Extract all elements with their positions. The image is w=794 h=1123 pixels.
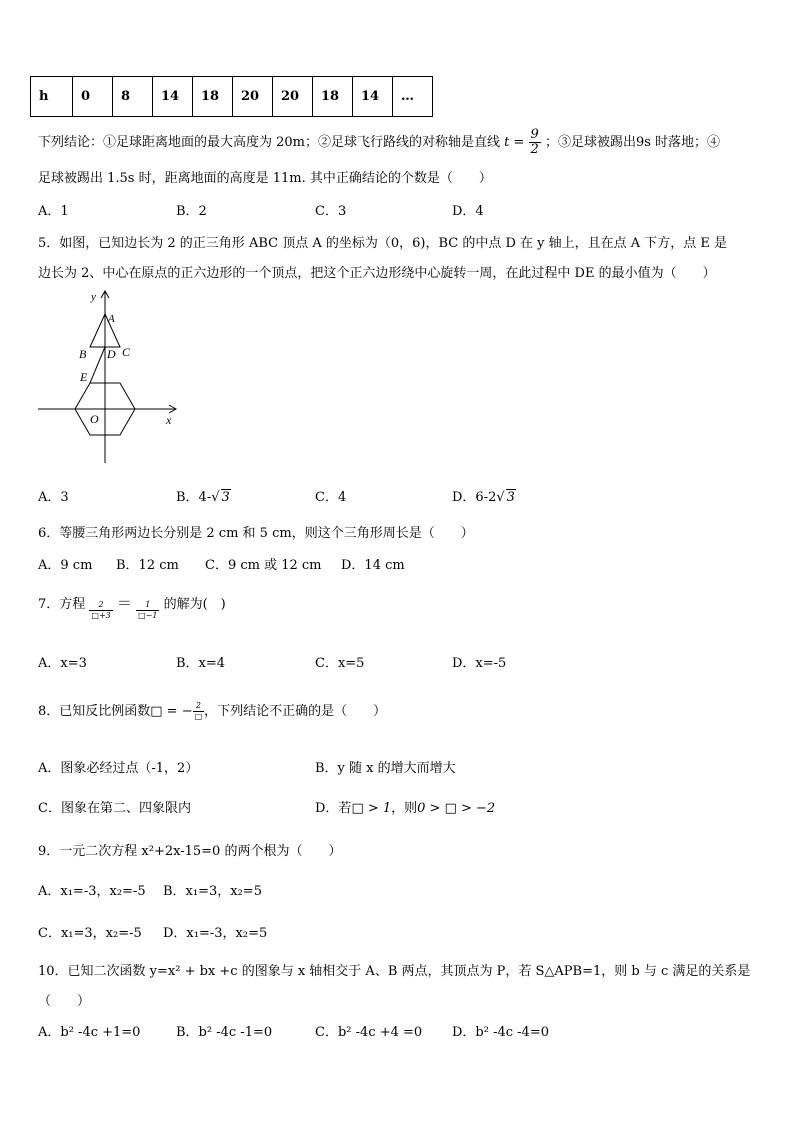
q8-option-c: C．图象在第二、四象限内	[38, 801, 191, 816]
q9-option-c: C．x₁=3，x₂=-5	[38, 926, 142, 941]
q7-fraction-left	[89, 600, 112, 621]
q9-option-d: D．x₁=-3，x₂=5	[163, 926, 268, 941]
q8-stem-tail: ，下列结论不正确的是（ ）	[204, 704, 387, 719]
q7-stem-tail: 的解为( )	[163, 597, 226, 612]
q10-option-c: C．b² -4c +4 =0	[315, 1025, 423, 1040]
segment-de	[90, 347, 105, 383]
q4-fraction	[529, 128, 541, 157]
q8-fraction	[193, 701, 205, 722]
table-cell: 20	[233, 77, 273, 117]
frac-numerator: 2	[193, 701, 205, 712]
label-x: x	[166, 413, 172, 427]
q7-option-d: D．x=-5	[452, 656, 507, 671]
q6-option-a: A．9 cm	[38, 558, 93, 573]
q5-option-d	[452, 486, 516, 505]
q4-option-a: A．1	[38, 204, 69, 219]
q8-stem	[38, 700, 386, 724]
q5-option-c: C．4	[315, 490, 347, 505]
q10-option-d: D．b² -4c -4=0	[452, 1025, 549, 1040]
frac-numerator: 1	[136, 600, 159, 611]
label-d: D	[107, 347, 116, 361]
q7-option-c: C．x=5	[315, 656, 365, 671]
q10-line1: 10．已知二次函数 y=x² + bx +c 的图象与 x 轴相交于 A、B 两点，其顶点为 P，若 S△APB=1，则 b 与 c 满足的关系是	[38, 964, 751, 979]
table-cell: 8	[113, 77, 153, 117]
q4-line1-tail: ；③足球被踢出9s 时落地；④	[544, 135, 721, 150]
q10-option-a: A．b² -4c +1=0	[38, 1025, 141, 1040]
equals-sign: ＝	[116, 594, 132, 612]
radicand: 3	[506, 490, 515, 505]
q8-option-b: B．y 随 x 的增大而增大	[315, 761, 456, 776]
table-cell: h	[31, 77, 73, 117]
label-o: O	[90, 412, 99, 426]
table-cell: 20	[273, 77, 313, 117]
q6-option-d: D．14 cm	[341, 558, 405, 573]
q5-line2: 边长为 2、中心在原点的正六边形的一个顶点，把这个正六边形绕中心旋转一周，在此过程中 DE 的最小值为（ ）	[38, 266, 716, 281]
label-y: y	[91, 291, 96, 303]
q7-option-b: B．x=4	[176, 656, 226, 671]
q4-line1-text: 下列结论：①足球距离地面的最大高度为 20m；②足球飞行路线的对称轴是直线	[38, 135, 501, 150]
table-cell: …	[393, 77, 433, 117]
q7-stem	[38, 588, 226, 621]
sqrt-icon	[496, 489, 516, 505]
height-table	[30, 76, 433, 117]
table-cell: 18	[313, 77, 353, 117]
q9-option-a: A．x₁=-3，x₂=-5	[38, 884, 146, 899]
q6-option-c: C．9 cm 或 12 cm	[205, 558, 322, 573]
table-cell: 0	[73, 77, 113, 117]
q4-line2: 足球被踢出 1.5s 时，距离地面的高度是 11m. 其中正确结论的个数是（ ）	[38, 171, 492, 186]
q5-option-d-text: D．6-2	[452, 490, 497, 505]
q8-stem-text: 8．已知反比例函数□ = −	[38, 704, 193, 719]
q9-option-b: B．x₁=3，x₂=5	[163, 884, 262, 899]
q7-fraction-right	[136, 600, 159, 621]
q7-stem-text: 7．方程	[38, 597, 86, 612]
frac-numerator: 2	[89, 600, 112, 611]
q8-option-d-math2: 0 > □ > −2	[417, 801, 496, 816]
q10-option-b: B．b² -4c -1=0	[176, 1025, 273, 1040]
radicand: 3	[221, 490, 230, 505]
frac-denominator: □+3	[91, 611, 111, 620]
q8-option-a: A．图象必经过点（-1，2）	[38, 761, 199, 776]
q8-option-d-math1: □ > 1	[351, 801, 392, 816]
q8-option-d-mid: ，则	[391, 801, 418, 816]
table-cell: 14	[153, 77, 193, 117]
q4-option-d: D．4	[452, 204, 484, 219]
q6-stem: 6．等腰三角形两边长分别是 2 cm 和 5 cm，则这个三角形周长是（ ）	[38, 526, 474, 541]
label-c: C	[122, 345, 131, 359]
label-a: A	[108, 313, 115, 325]
q4-option-b: B．2	[176, 204, 207, 219]
label-e: E	[80, 370, 88, 384]
q7-option-a: A．x=3	[38, 656, 87, 671]
table-row	[31, 77, 433, 117]
q5-option-a: A．3	[38, 490, 69, 505]
q10-line2: （ ）	[38, 994, 91, 1009]
q5-option-b-text: B．4-	[176, 490, 212, 505]
q6-option-b: B．12 cm	[116, 558, 179, 573]
frac-denominator: 2	[530, 142, 539, 157]
q5-figure	[30, 285, 190, 470]
q5-option-b	[176, 486, 231, 505]
frac-numerator: 9	[530, 127, 539, 142]
sqrt-icon	[211, 489, 231, 505]
table-cell: 14	[353, 77, 393, 117]
frac-denominator: □−1	[138, 611, 158, 620]
frac-denominator: □	[194, 712, 203, 721]
q8-option-d	[315, 797, 495, 816]
q5-line1: 5．如图，已知边长为 2 的正三角形 ABC 顶点 A 的坐标为（0，6)，BC 的中点 D 在 y 轴上，且在点 A 下方，点 E 是	[38, 236, 728, 251]
q4-option-c: C．3	[315, 204, 347, 219]
q4-axis-var: t =	[504, 135, 525, 150]
q9-stem: 9．一元二次方程 x²+2x-15=0 的两个根为（ ）	[38, 844, 342, 859]
q8-option-d-text: D．若	[315, 801, 352, 816]
q4-line1	[38, 128, 720, 157]
label-b: B	[79, 347, 87, 361]
table-cell: 18	[193, 77, 233, 117]
